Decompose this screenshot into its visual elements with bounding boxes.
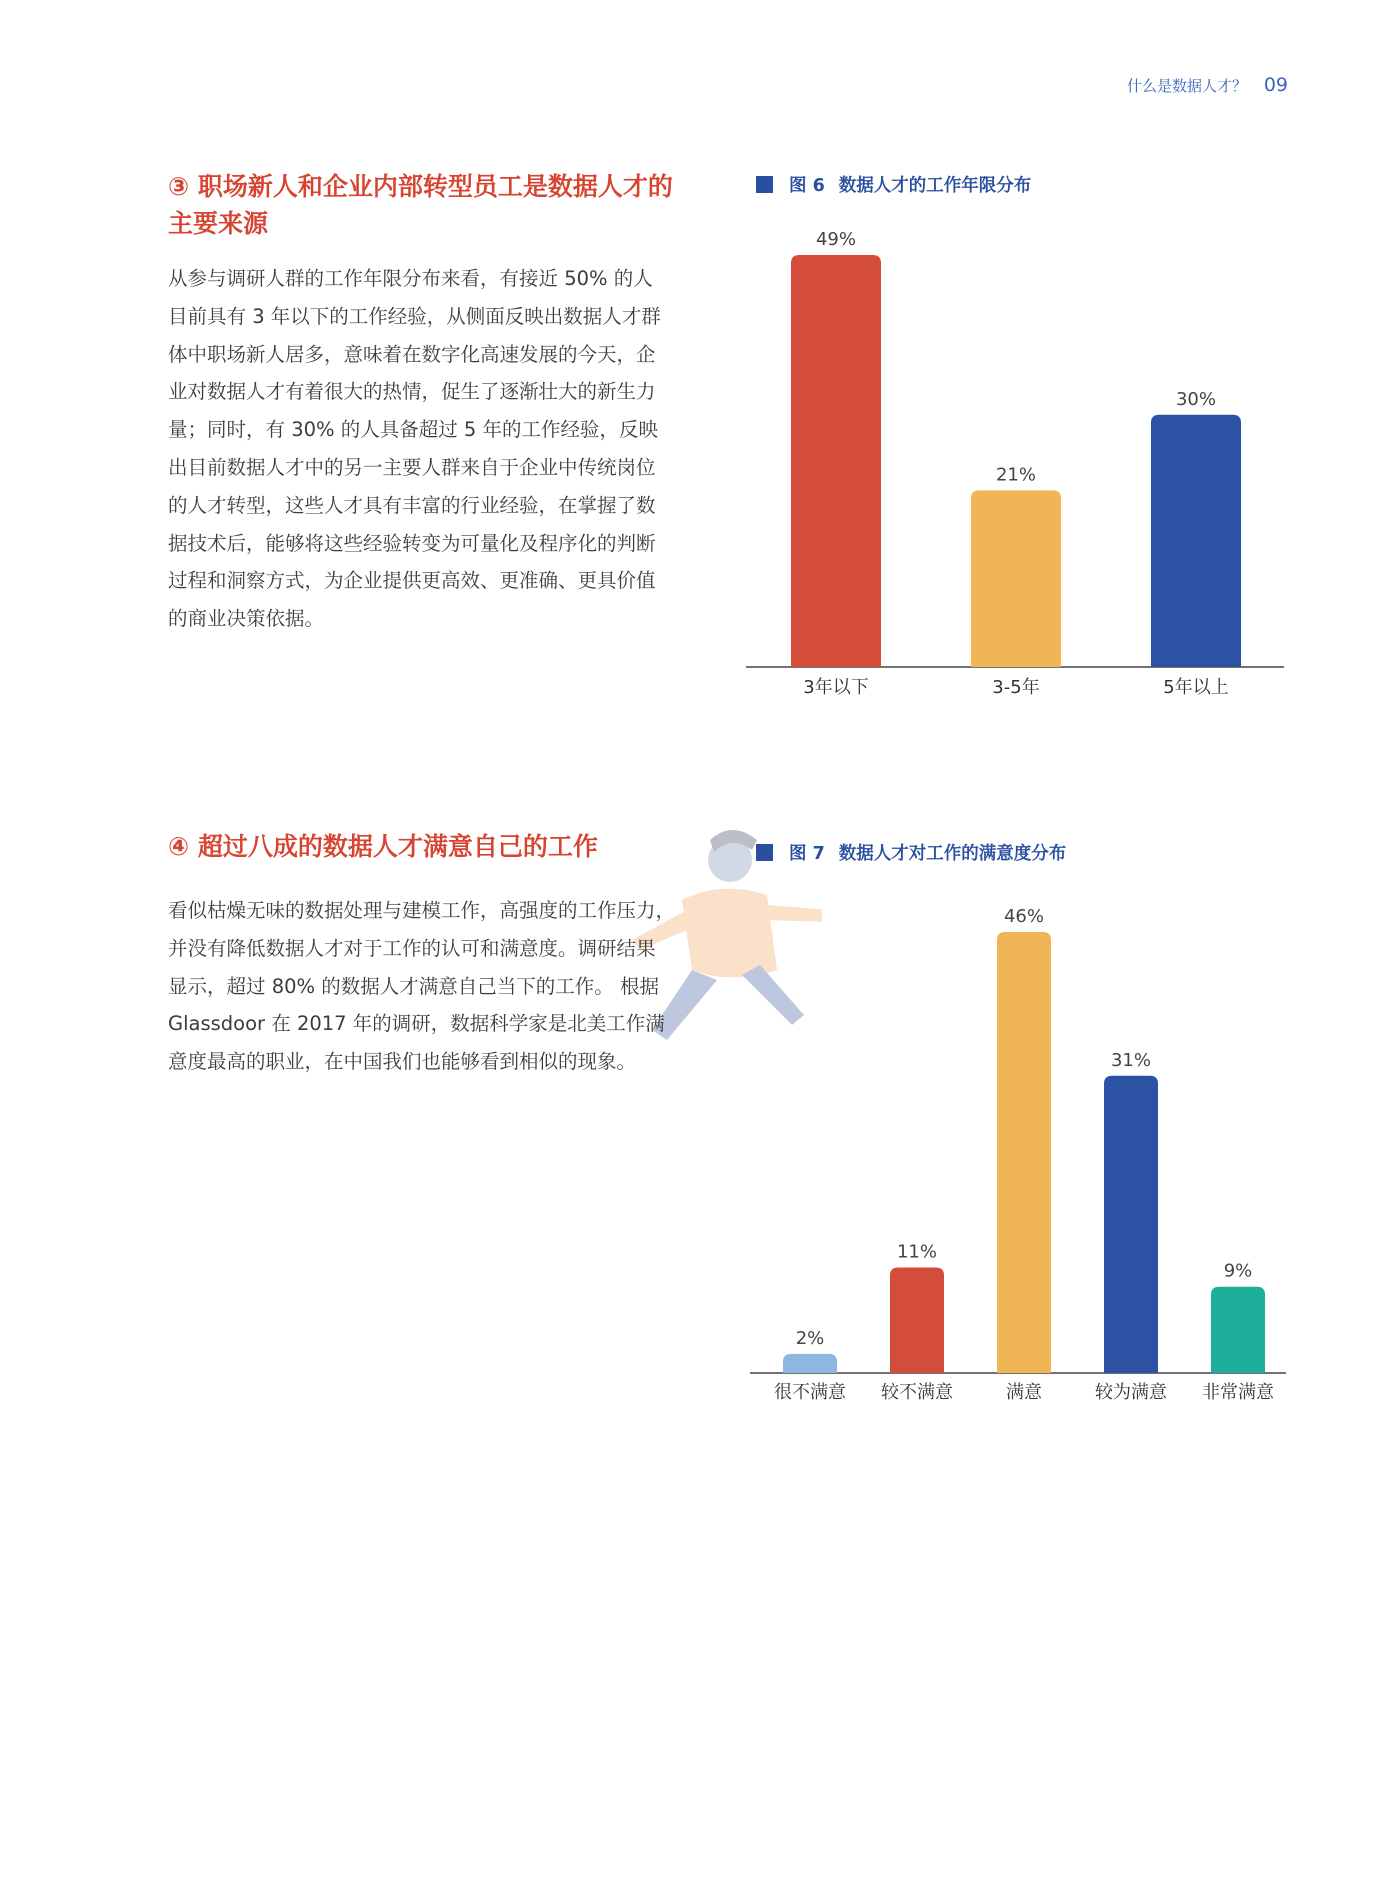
section3-body bbox=[168, 260, 708, 638]
header-section-title: 什么是数据人才？ bbox=[1127, 77, 1248, 95]
tick-label: 3年以下 bbox=[803, 677, 869, 698]
body-line: 量；同时，有 30% 的人具备超过 5 年的工作经验，反映 bbox=[168, 418, 659, 442]
caption-square-icon bbox=[756, 844, 773, 861]
section3-title-line1: ③ 职场新人和企业内部转型员工是数据人才的 bbox=[168, 172, 673, 201]
tick-label: 较为满意 bbox=[1095, 1382, 1167, 1403]
bar bbox=[971, 490, 1061, 667]
section3-title-line2: 主要来源 bbox=[168, 209, 269, 238]
body-line: 从参与调研人群的工作年限分布来看，有接近 50% 的人 bbox=[168, 267, 653, 290]
section4-title: ④ 超过八成的数据人才满意自己的工作 bbox=[168, 832, 598, 861]
body-line: 据技术后，能够将这些经验转变为可量化及程序化的判断 bbox=[168, 531, 656, 555]
fig7-title: 数据人才对工作的满意度分布 bbox=[838, 844, 1067, 864]
body-line: 业对数据人才有着很大的热情，促生了逐渐壮大的新生力 bbox=[168, 380, 656, 404]
body-line: 意度最高的职业，在中国我们也能够看到相似的现象。 bbox=[168, 1050, 637, 1074]
body-line: 体中职场新人居多，意味着在数字化高速发展的今天，企 bbox=[168, 342, 656, 366]
tick-label: 较不满意 bbox=[881, 1382, 953, 1403]
body-line: 出目前数据人才中的另一主要人群来自于企业中传统岗位 bbox=[168, 455, 656, 479]
tick-label: 非常满意 bbox=[1202, 1382, 1274, 1403]
tick-label: 很不满意 bbox=[774, 1382, 846, 1403]
data-label: 9% bbox=[1223, 1260, 1253, 1282]
body-line: 目前具有 3 年以下的工作经验，从侧面反映出数据人才群 bbox=[168, 304, 661, 328]
bar bbox=[890, 1268, 944, 1373]
bar bbox=[1104, 1076, 1158, 1373]
body-line: 显示，超过 80% 的数据人才满意自己当下的工作。 根据 bbox=[168, 974, 659, 998]
data-label: 11% bbox=[896, 1241, 938, 1263]
data-label: 49% bbox=[815, 229, 857, 250]
bar bbox=[1151, 415, 1241, 667]
section3-title bbox=[168, 168, 708, 242]
body-line: 并没有降低数据人才对于工作的认可和满意度。调研结果 bbox=[168, 936, 656, 960]
data-label: 30% bbox=[1175, 388, 1217, 410]
bar bbox=[1211, 1287, 1265, 1373]
bar bbox=[791, 255, 881, 667]
bar bbox=[783, 1354, 837, 1373]
tick-label: 5年以上 bbox=[1163, 677, 1229, 698]
data-label: 2% bbox=[795, 1327, 825, 1349]
page-header bbox=[1127, 74, 1288, 96]
body-line: 的商业决策依据。 bbox=[168, 607, 325, 631]
bar bbox=[997, 932, 1051, 1373]
data-label: 31% bbox=[1110, 1049, 1152, 1071]
body-line: 过程和洞察方式，为企业提供更高效、更准确、更具价值 bbox=[168, 569, 656, 593]
fig7-bar-chart bbox=[740, 900, 1300, 1420]
section4-body bbox=[168, 892, 708, 1081]
fig7-caption bbox=[756, 840, 1066, 865]
fig7-number: 图 7 bbox=[789, 844, 825, 864]
data-label: 21% bbox=[995, 464, 1037, 486]
tick-label: 3-5年 bbox=[992, 677, 1040, 698]
fig6-number: 图 6 bbox=[789, 176, 825, 196]
fig6-bar-chart bbox=[740, 220, 1300, 700]
data-label: 46% bbox=[1003, 906, 1045, 927]
fig6-title: 数据人才的工作年限分布 bbox=[838, 176, 1032, 196]
page-number: 09 bbox=[1263, 74, 1288, 96]
caption-square-icon bbox=[756, 176, 773, 193]
fig6-caption bbox=[756, 172, 1031, 197]
body-line: Glassdoor 在 2017 年的调研，数据科学家是北美工作满 bbox=[168, 1012, 665, 1036]
tick-label: 满意 bbox=[1006, 1382, 1042, 1403]
body-line: 的人才转型，这些人才具有丰富的行业经验，在掌握了数 bbox=[168, 493, 656, 517]
body-line: 看似枯燥无味的数据处理与建模工作，高强度的工作压力， bbox=[168, 899, 676, 922]
